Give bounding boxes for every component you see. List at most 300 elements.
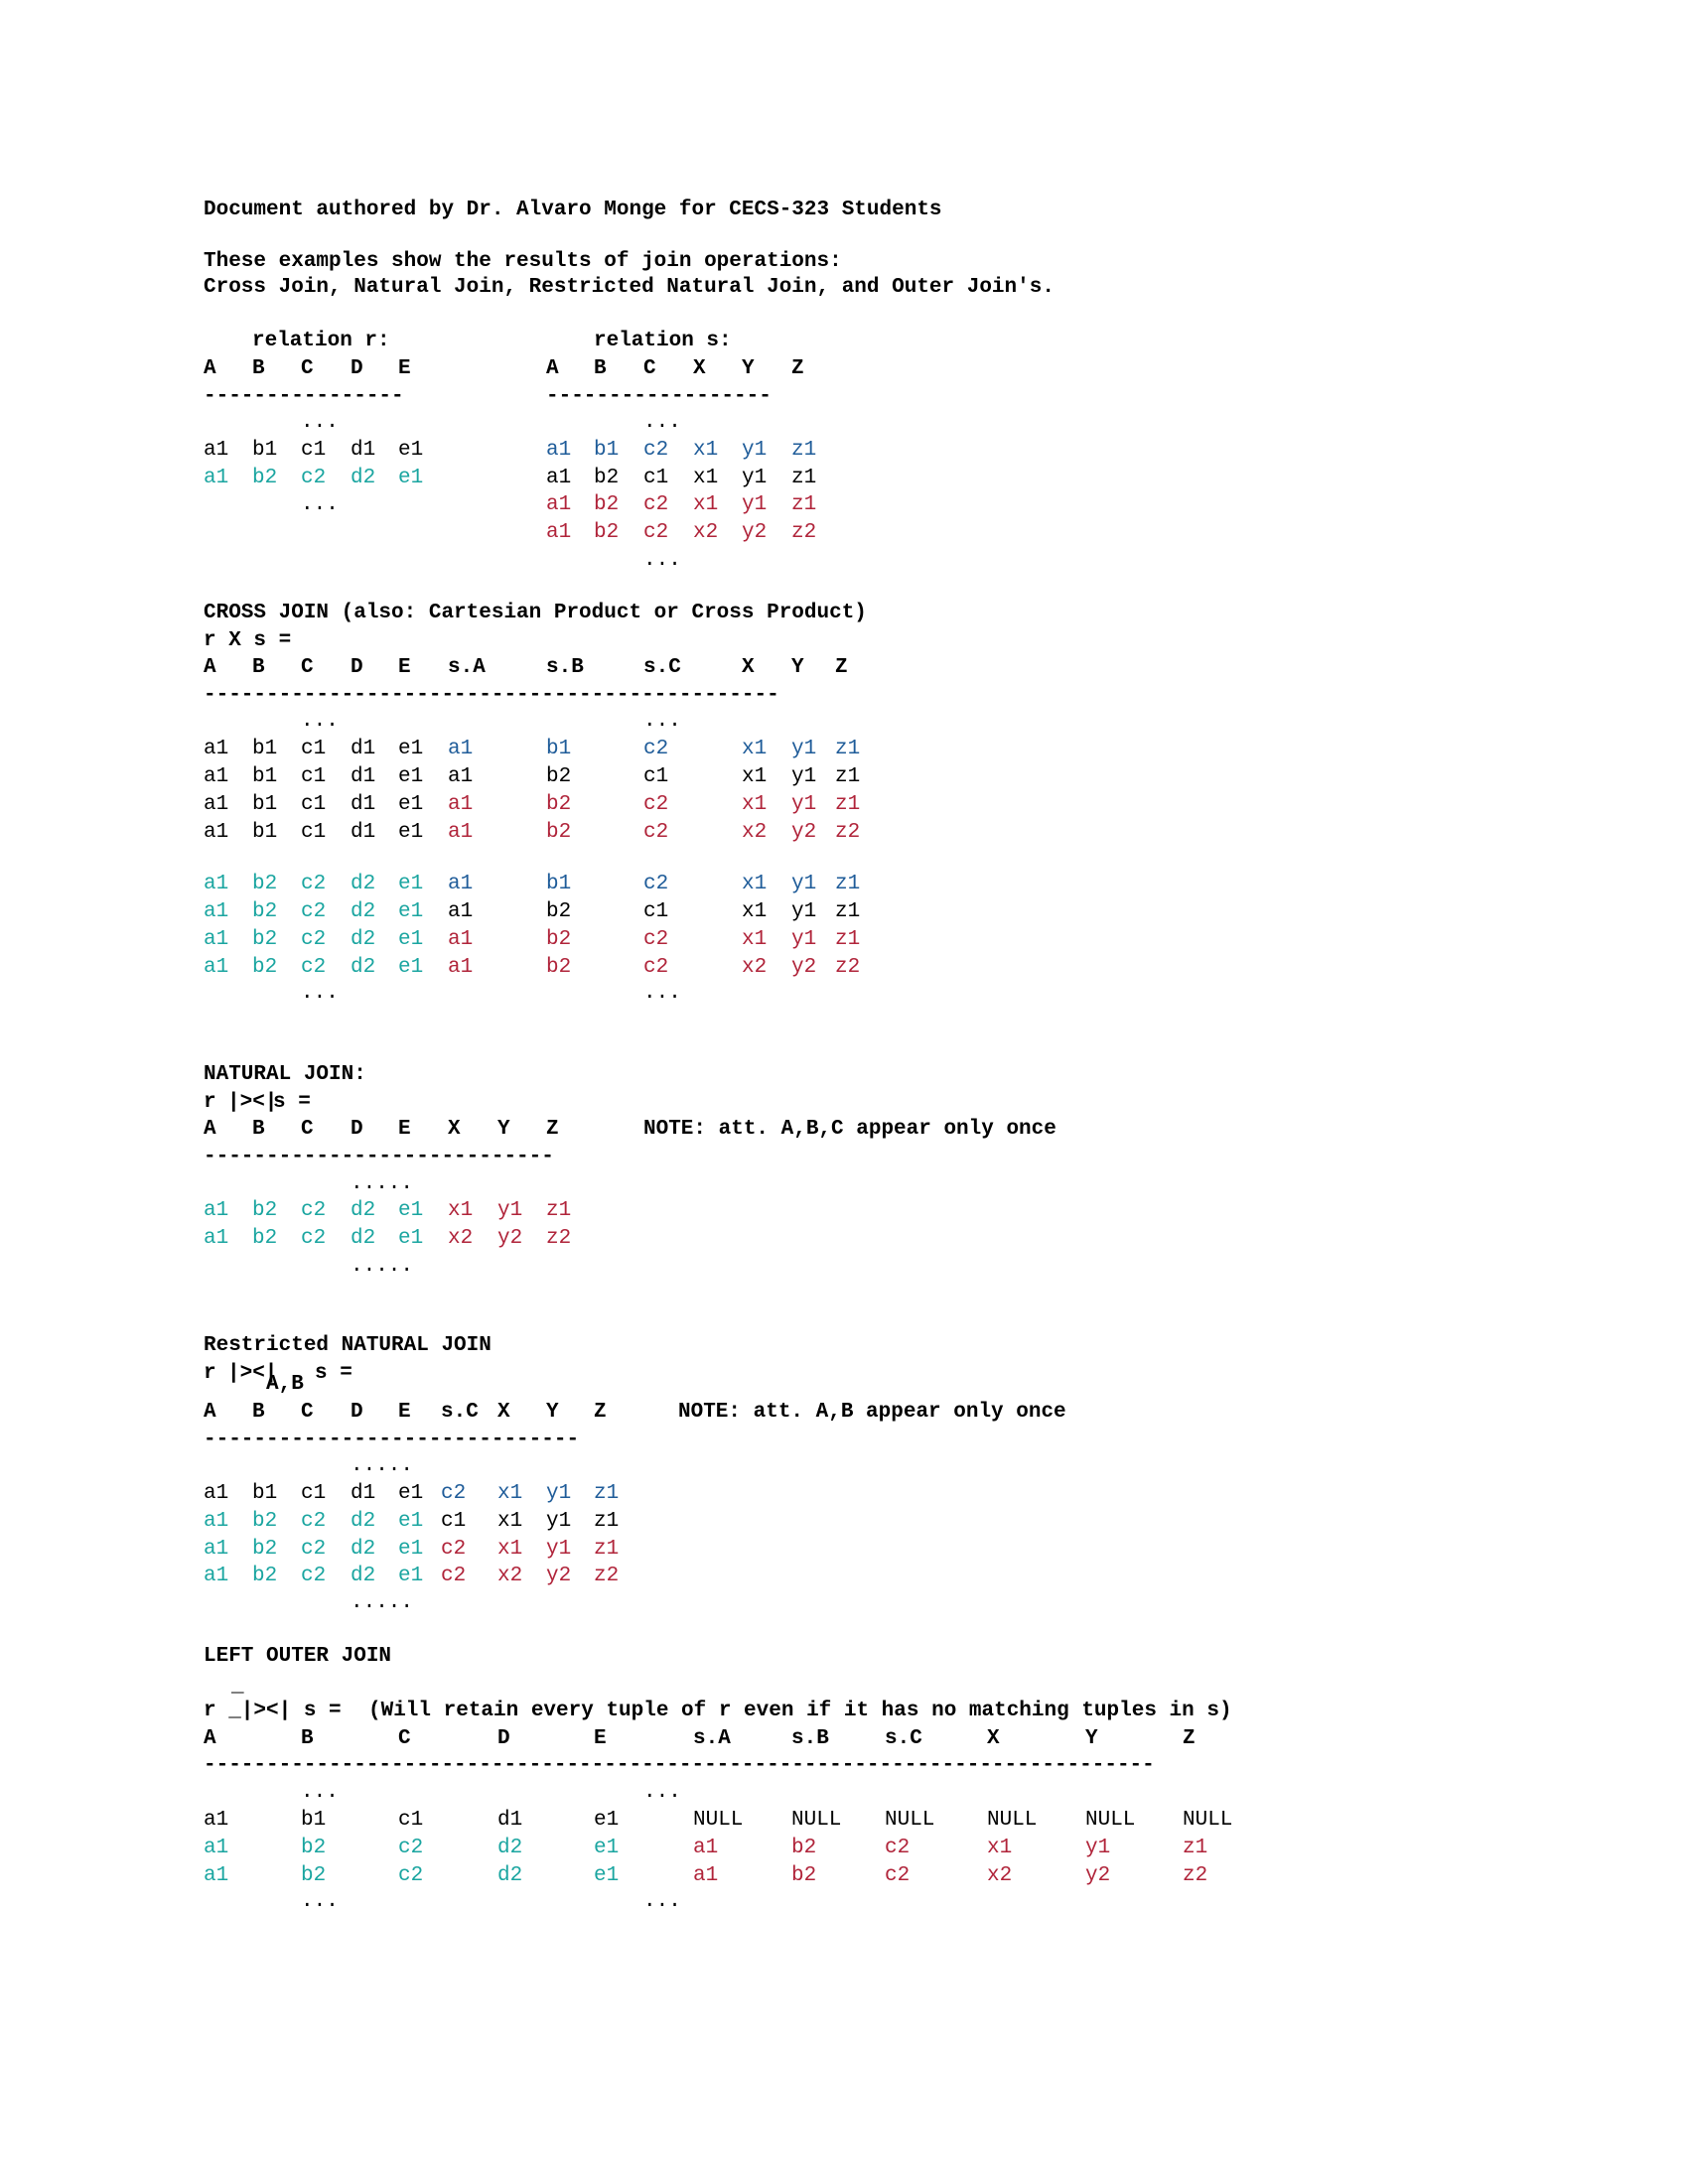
table-cell: z1 — [835, 793, 861, 816]
column-header: Y — [1085, 1727, 1098, 1750]
table-cell: d2 — [351, 956, 376, 979]
table-cell: b2 — [791, 1864, 817, 1887]
table-cell: b2 — [252, 956, 278, 979]
table-cell: y1 — [546, 1482, 572, 1505]
table-cell: d1 — [351, 793, 376, 816]
ellipsis: ... — [643, 549, 681, 572]
column-header: s.C — [643, 656, 681, 679]
table-cell: a1 — [693, 1864, 719, 1887]
table-cell: y1 — [546, 1538, 572, 1561]
table-cell: y1 — [742, 493, 768, 516]
table-cell: c2 — [643, 738, 669, 760]
column-header: A — [546, 357, 559, 380]
table-cell: z1 — [835, 928, 861, 951]
table-cell: b2 — [791, 1837, 817, 1859]
table-cell: c2 — [301, 956, 327, 979]
column-header: E — [398, 656, 411, 679]
table-cell: c2 — [301, 900, 327, 923]
table-cell: x1 — [497, 1482, 523, 1505]
table-cell: z1 — [791, 439, 817, 462]
table-cell: a1 — [204, 1510, 229, 1533]
table-cell: x2 — [742, 821, 768, 844]
table-cell: b1 — [594, 439, 620, 462]
table-cell: x2 — [448, 1227, 474, 1250]
table-cell: d2 — [351, 928, 376, 951]
ellipsis: ... — [301, 710, 339, 733]
table-cell: d1 — [351, 439, 376, 462]
table-cell: b1 — [252, 793, 278, 816]
table-cell: d2 — [351, 1565, 376, 1587]
table-cell: d1 — [497, 1809, 523, 1832]
table-cell: c1 — [301, 765, 327, 788]
table-cell: a1 — [204, 928, 229, 951]
column-header: X — [448, 1118, 461, 1141]
table-cell: z2 — [1183, 1864, 1208, 1887]
table-cell: a1 — [204, 1482, 229, 1505]
table-cell: e1 — [398, 738, 424, 760]
table-cell: b2 — [252, 1538, 278, 1561]
table-cell: d2 — [351, 1538, 376, 1561]
table-cell: b2 — [594, 493, 620, 516]
table-cell: e1 — [398, 765, 424, 788]
table-cell: d2 — [351, 467, 376, 489]
ellipsis: ..... — [351, 1454, 414, 1477]
column-header: s.C — [885, 1727, 922, 1750]
table-cell: a1 — [204, 467, 229, 489]
table-cell: c2 — [301, 1227, 327, 1250]
table-cell: a1 — [448, 821, 474, 844]
table-cell: b2 — [252, 873, 278, 895]
restricted-join-expression: s = — [315, 1362, 352, 1385]
table-cell: z1 — [791, 493, 817, 516]
table-cell: y1 — [791, 765, 817, 788]
ellipsis: ... — [643, 710, 681, 733]
table-cell: b2 — [546, 928, 572, 951]
table-cell: y2 — [791, 821, 817, 844]
table-cell: x2 — [987, 1864, 1013, 1887]
table-cell: a1 — [546, 493, 572, 516]
table-cell: y1 — [791, 793, 817, 816]
intro-line-2: Cross Join, Natural Join, Restricted Natural Join, and Outer Join's. — [204, 276, 1055, 299]
table-cell: y1 — [546, 1510, 572, 1533]
cross-join-expression: r X s = — [204, 629, 292, 652]
column-header: C — [398, 1727, 411, 1750]
table-cell: b2 — [252, 467, 278, 489]
table-cell: a1 — [546, 439, 572, 462]
column-header: X — [497, 1401, 510, 1424]
table-cell: b2 — [594, 521, 620, 544]
table-cell: y2 — [791, 956, 817, 979]
table-cell: x2 — [742, 956, 768, 979]
column-header: A — [204, 357, 216, 380]
table-cell: a1 — [204, 439, 229, 462]
table-cell: a1 — [204, 793, 229, 816]
ellipsis: ... — [301, 982, 339, 1005]
table-cell: x1 — [497, 1538, 523, 1561]
table-cell: c2 — [398, 1837, 424, 1859]
table-cell: x1 — [987, 1837, 1013, 1859]
column-header: B — [252, 357, 265, 380]
table-cell: a1 — [204, 1565, 229, 1587]
table-cell: a1 — [448, 900, 474, 923]
table-cell: e1 — [398, 1482, 424, 1505]
ellipsis: ... — [301, 493, 339, 516]
table-cell: y1 — [791, 900, 817, 923]
table-cell: d2 — [351, 1227, 376, 1250]
table-cell: e1 — [398, 1538, 424, 1561]
table-cell: a1 — [546, 521, 572, 544]
left-outer-join-title: LEFT OUTER JOIN — [204, 1645, 392, 1668]
table-cell: c2 — [643, 956, 669, 979]
table-cell: d2 — [497, 1864, 523, 1887]
column-header: Z — [1183, 1727, 1196, 1750]
separator: ---------------- — [204, 385, 404, 408]
table-cell: b1 — [301, 1809, 327, 1832]
column-header: B — [252, 1118, 265, 1141]
table-cell: b2 — [546, 900, 572, 923]
table-cell: b2 — [301, 1837, 327, 1859]
column-header: Z — [546, 1118, 559, 1141]
column-header: D — [351, 656, 363, 679]
table-cell: z1 — [835, 900, 861, 923]
table-cell: NULL — [885, 1809, 935, 1832]
table-cell: c1 — [301, 738, 327, 760]
table-cell: x1 — [497, 1510, 523, 1533]
table-cell: a1 — [448, 928, 474, 951]
table-cell: e1 — [398, 467, 424, 489]
table-cell: b1 — [546, 873, 572, 895]
table-cell: a1 — [204, 1809, 229, 1832]
table-cell: z1 — [835, 738, 861, 760]
column-header: C — [301, 656, 314, 679]
table-cell: c1 — [301, 439, 327, 462]
table-cell: a1 — [204, 821, 229, 844]
relation-r-title: relation r: — [252, 330, 390, 352]
natural-join-title: NATURAL JOIN: — [204, 1063, 366, 1086]
table-cell: z1 — [594, 1482, 620, 1505]
column-header: C — [643, 357, 656, 380]
separator: ------------------ — [546, 385, 772, 408]
natural-join-expression: s = — [273, 1091, 311, 1114]
table-cell: y1 — [791, 738, 817, 760]
column-header: C — [301, 357, 314, 380]
overbar: _ — [231, 1675, 244, 1698]
column-header: E — [398, 357, 411, 380]
table-cell: a1 — [448, 793, 474, 816]
ellipsis: ... — [301, 411, 339, 434]
table-cell: a1 — [546, 467, 572, 489]
column-header: B — [594, 357, 607, 380]
table-cell: z1 — [594, 1538, 620, 1561]
table-cell: NULL — [1085, 1809, 1136, 1832]
table-cell: z1 — [594, 1510, 620, 1533]
table-cell: a1 — [204, 738, 229, 760]
table-cell: y2 — [546, 1565, 572, 1587]
table-cell: NULL — [693, 1809, 744, 1832]
table-cell: b1 — [252, 738, 278, 760]
table-cell: d2 — [351, 900, 376, 923]
table-cell: e1 — [398, 873, 424, 895]
column-header: B — [252, 1401, 265, 1424]
table-cell: c1 — [643, 467, 669, 489]
table-cell: d2 — [497, 1837, 523, 1859]
table-cell: c2 — [643, 928, 669, 951]
column-header: D — [351, 357, 363, 380]
ellipsis: ... — [643, 982, 681, 1005]
column-header: C — [301, 1118, 314, 1141]
column-header: Y — [546, 1401, 559, 1424]
table-cell: c1 — [643, 900, 669, 923]
join-operator: |><| — [227, 1362, 278, 1385]
table-cell: e1 — [398, 1199, 424, 1222]
table-cell: b2 — [546, 821, 572, 844]
table-cell: z2 — [546, 1227, 572, 1250]
ellipsis: ... — [643, 1890, 681, 1913]
table-cell: c2 — [301, 1510, 327, 1533]
cross-join-title: CROSS JOIN (also: Cartesian Product or Cross Product) — [204, 602, 867, 624]
table-cell: x1 — [742, 928, 768, 951]
table-cell: y2 — [1085, 1864, 1111, 1887]
table-cell: a1 — [204, 956, 229, 979]
table-cell: y2 — [742, 521, 768, 544]
table-cell: b1 — [252, 821, 278, 844]
table-cell: c2 — [885, 1837, 911, 1859]
table-cell: a1 — [204, 1864, 229, 1887]
table-cell: e1 — [594, 1837, 620, 1859]
separator: ------------------------------ — [204, 1429, 580, 1451]
table-cell: x1 — [742, 765, 768, 788]
ellipsis: ... — [643, 1781, 681, 1804]
left-outer-join-note: (Will retain every tuple of r even if it has no matching tuples in s) — [368, 1700, 1232, 1722]
table-cell: NULL — [987, 1809, 1038, 1832]
table-cell: x1 — [742, 793, 768, 816]
table-cell: d1 — [351, 765, 376, 788]
table-cell: c2 — [885, 1864, 911, 1887]
table-cell: c1 — [398, 1809, 424, 1832]
column-header: s.B — [546, 656, 584, 679]
table-cell: z1 — [546, 1199, 572, 1222]
table-cell: z1 — [791, 467, 817, 489]
table-cell: y1 — [742, 467, 768, 489]
column-header: Y — [791, 656, 804, 679]
table-cell: e1 — [594, 1864, 620, 1887]
table-cell: c2 — [643, 793, 669, 816]
table-cell: c2 — [301, 928, 327, 951]
column-header: A — [204, 1401, 216, 1424]
table-cell: c2 — [643, 873, 669, 895]
table-cell: b2 — [252, 928, 278, 951]
table-cell: a1 — [204, 1837, 229, 1859]
column-header: X — [693, 357, 706, 380]
table-cell: b1 — [546, 738, 572, 760]
table-cell: a1 — [204, 900, 229, 923]
table-cell: c2 — [643, 521, 669, 544]
table-cell: y1 — [742, 439, 768, 462]
table-cell: a1 — [204, 1227, 229, 1250]
table-cell: c1 — [643, 765, 669, 788]
column-header: E — [398, 1401, 411, 1424]
column-header: B — [252, 656, 265, 679]
table-cell: b2 — [546, 956, 572, 979]
table-cell: e1 — [398, 439, 424, 462]
table-cell: y2 — [497, 1227, 523, 1250]
table-cell: c2 — [441, 1538, 467, 1561]
join-subscript: A,B — [266, 1373, 304, 1396]
table-cell: b2 — [546, 793, 572, 816]
table-cell: b2 — [252, 1565, 278, 1587]
separator: ---------------------------------------------------------------------------- — [204, 1754, 1155, 1777]
table-cell: x1 — [693, 439, 719, 462]
table-cell: e1 — [398, 928, 424, 951]
table-cell: x1 — [693, 493, 719, 516]
restricted-join-title: Restricted NATURAL JOIN — [204, 1334, 492, 1357]
table-cell: c2 — [441, 1482, 467, 1505]
column-header: s.C — [441, 1401, 479, 1424]
column-header: s.B — [791, 1727, 829, 1750]
table-cell: a1 — [204, 1538, 229, 1561]
table-cell: a1 — [448, 738, 474, 760]
table-cell: y1 — [497, 1199, 523, 1222]
ellipsis: ..... — [351, 1591, 414, 1614]
left-outer-join-expression: r _|><| s = — [204, 1700, 342, 1722]
separator: ---------------------------------------------- — [204, 684, 779, 707]
table-cell: e1 — [398, 1565, 424, 1587]
table-cell: c2 — [301, 873, 327, 895]
ellipsis: ..... — [351, 1172, 414, 1195]
table-cell: z1 — [835, 765, 861, 788]
ellipsis: ... — [301, 1781, 339, 1804]
table-cell: c2 — [301, 467, 327, 489]
column-header: D — [351, 1118, 363, 1141]
table-cell: a1 — [204, 873, 229, 895]
ellipsis: ... — [643, 411, 681, 434]
table-cell: b2 — [252, 1227, 278, 1250]
column-header: A — [204, 1727, 216, 1750]
column-header: D — [497, 1727, 510, 1750]
table-cell: a1 — [448, 956, 474, 979]
table-cell: x1 — [742, 873, 768, 895]
intro-line-1: These examples show the results of join operations: — [204, 250, 842, 273]
table-cell: c2 — [643, 493, 669, 516]
natural-join-expression: r — [204, 1091, 216, 1114]
column-header: X — [742, 656, 755, 679]
relation-s-title: relation s: — [594, 330, 732, 352]
column-header: E — [398, 1118, 411, 1141]
table-cell: c2 — [398, 1864, 424, 1887]
table-cell: z2 — [594, 1565, 620, 1587]
table-cell: x2 — [497, 1565, 523, 1587]
ellipsis: ... — [301, 1890, 339, 1913]
column-header: Y — [742, 357, 755, 380]
column-header: X — [987, 1727, 1000, 1750]
column-header: Z — [594, 1401, 607, 1424]
table-cell: x2 — [693, 521, 719, 544]
restricted-join-expression: r — [204, 1362, 216, 1385]
column-header: Z — [791, 357, 804, 380]
table-cell: b2 — [252, 900, 278, 923]
table-cell: a1 — [448, 873, 474, 895]
table-cell: z2 — [791, 521, 817, 544]
table-cell: d1 — [351, 1482, 376, 1505]
table-cell: NULL — [1183, 1809, 1233, 1832]
separator: ---------------------------- — [204, 1146, 554, 1168]
table-cell: x1 — [742, 900, 768, 923]
table-cell: d2 — [351, 873, 376, 895]
column-header: A — [204, 656, 216, 679]
table-cell: c2 — [643, 439, 669, 462]
table-cell: d1 — [351, 738, 376, 760]
table-cell: x1 — [742, 738, 768, 760]
column-header: B — [301, 1727, 314, 1750]
table-cell: e1 — [398, 956, 424, 979]
table-cell: c2 — [301, 1565, 327, 1587]
table-cell: b2 — [252, 1510, 278, 1533]
column-header: E — [594, 1727, 607, 1750]
table-cell: a1 — [448, 765, 474, 788]
table-cell: b2 — [301, 1864, 327, 1887]
table-cell: x1 — [693, 467, 719, 489]
column-header: s.A — [693, 1727, 731, 1750]
table-cell: e1 — [594, 1809, 620, 1832]
table-cell: z2 — [835, 821, 861, 844]
join-operator: |><| — [227, 1091, 278, 1114]
column-header: A — [204, 1118, 216, 1141]
table-cell: y1 — [1085, 1837, 1111, 1859]
table-cell: y1 — [791, 928, 817, 951]
table-cell: b1 — [252, 765, 278, 788]
table-cell: c1 — [441, 1510, 467, 1533]
table-cell: z1 — [1183, 1837, 1208, 1859]
table-cell: c2 — [643, 821, 669, 844]
column-header: Z — [835, 656, 848, 679]
column-header: D — [351, 1401, 363, 1424]
table-cell: c1 — [301, 1482, 327, 1505]
table-cell: c1 — [301, 821, 327, 844]
table-cell: c2 — [441, 1565, 467, 1587]
table-cell: e1 — [398, 821, 424, 844]
table-cell: b1 — [252, 1482, 278, 1505]
table-cell: z2 — [835, 956, 861, 979]
table-cell: y1 — [791, 873, 817, 895]
table-cell: c1 — [301, 793, 327, 816]
ellipsis: ..... — [351, 1255, 414, 1278]
table-cell: d2 — [351, 1199, 376, 1222]
table-cell: d1 — [351, 821, 376, 844]
column-header: C — [301, 1401, 314, 1424]
author-line: Document authored by Dr. Alvaro Monge for CECS-323 Students — [204, 199, 942, 221]
column-header: Y — [497, 1118, 510, 1141]
table-cell: z1 — [835, 873, 861, 895]
table-cell: e1 — [398, 793, 424, 816]
table-cell: c2 — [301, 1538, 327, 1561]
column-header: s.A — [448, 656, 486, 679]
table-cell: c2 — [301, 1199, 327, 1222]
table-cell: a1 — [204, 765, 229, 788]
table-cell: a1 — [693, 1837, 719, 1859]
table-cell: a1 — [204, 1199, 229, 1222]
table-cell: e1 — [398, 1510, 424, 1533]
natural-join-note: NOTE: att. A,B,C appear only once — [643, 1118, 1056, 1141]
table-cell: b2 — [252, 1199, 278, 1222]
table-cell: NULL — [791, 1809, 842, 1832]
table-cell: b2 — [594, 467, 620, 489]
table-cell: e1 — [398, 900, 424, 923]
table-cell: e1 — [398, 1227, 424, 1250]
table-cell: b1 — [252, 439, 278, 462]
restricted-join-note: NOTE: att. A,B appear only once — [678, 1401, 1066, 1424]
table-cell: d2 — [351, 1510, 376, 1533]
table-cell: b2 — [546, 765, 572, 788]
